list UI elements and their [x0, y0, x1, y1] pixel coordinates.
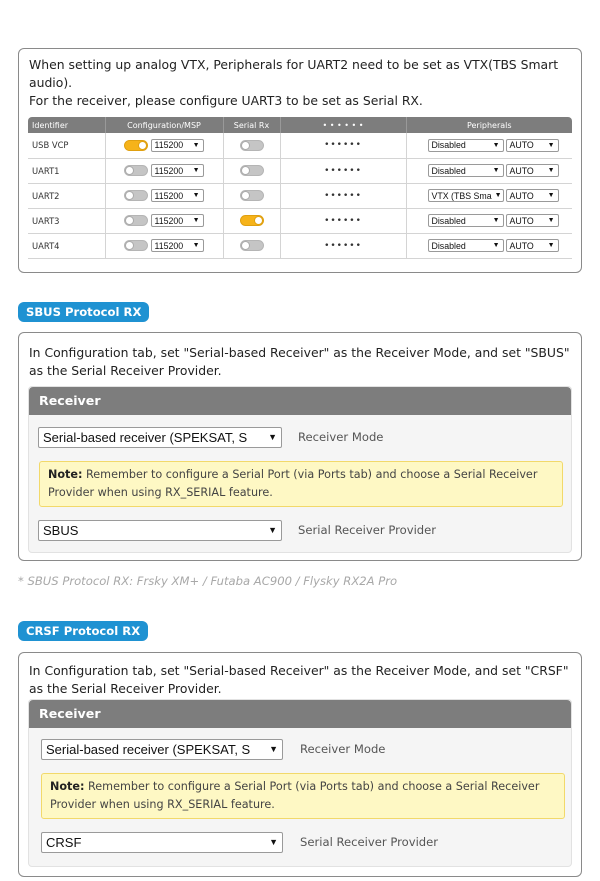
- sbus-receiver-mode-select[interactable]: [38, 427, 282, 448]
- baud-rate-select[interactable]: [151, 139, 204, 152]
- config-msp-cell: [105, 183, 223, 208]
- sbus-receiver-mode-label: Receiver Mode: [298, 430, 384, 444]
- baud-rate-select[interactable]: [151, 164, 204, 177]
- chevron-down-icon: ▼: [192, 192, 200, 199]
- peripheral-select[interactable]: [428, 214, 504, 227]
- config-msp-cell: [105, 133, 223, 158]
- peripheral-speed-select[interactable]: [506, 164, 559, 177]
- col-peripherals: Peripherals: [406, 117, 572, 133]
- table-row: [28, 183, 572, 208]
- crsf-provider-value: CRSF: [46, 835, 82, 850]
- serial-rx-toggle[interactable]: [240, 215, 264, 226]
- peripherals-cell: [406, 233, 572, 258]
- sbus-note-bold: Note:: [48, 468, 83, 481]
- serial-rx-toggle[interactable]: [240, 165, 264, 176]
- ports-intro-line2: For the receiver, please configure UART3 to be set as Serial RX.: [29, 93, 423, 108]
- table-row: [28, 133, 572, 158]
- chevron-down-icon: ▼: [267, 740, 278, 759]
- sbus-provider-value: SBUS: [43, 523, 79, 538]
- peripherals-cell: [406, 183, 572, 208]
- hidden-cell: ••••••: [280, 208, 406, 233]
- crsf-note-bold: Note:: [50, 780, 85, 793]
- peripheral-select[interactable]: [428, 164, 504, 177]
- msp-toggle[interactable]: [124, 190, 148, 201]
- peripheral-speed-value: AUTO: [509, 140, 534, 151]
- crsf-provider-select[interactable]: [41, 832, 283, 853]
- baud-rate-select[interactable]: [151, 189, 204, 202]
- toggle-knob: [241, 166, 250, 175]
- serial-rx-cell: [223, 183, 280, 208]
- col-serial-rx: Serial Rx: [223, 117, 280, 133]
- peripherals-cell: [406, 133, 572, 158]
- peripheral-value: Disabled: [431, 240, 466, 251]
- config-msp-cell: [105, 233, 223, 258]
- config-msp-cell: [105, 158, 223, 183]
- toggle-knob: [241, 241, 250, 250]
- peripheral-speed-value: AUTO: [509, 165, 534, 176]
- msp-toggle[interactable]: [124, 140, 148, 151]
- config-msp-cell: [105, 208, 223, 233]
- sbus-receiver-panel: [28, 386, 572, 553]
- peripheral-speed-select[interactable]: [506, 239, 559, 252]
- chevron-down-icon: ▼: [492, 242, 500, 249]
- crsf-panel-title: Receiver: [29, 700, 571, 728]
- sbus-panel-title: Receiver: [29, 387, 571, 415]
- baud-rate-select[interactable]: [151, 214, 204, 227]
- toggle-knob: [125, 191, 134, 200]
- chevron-down-icon: ▼: [547, 167, 555, 174]
- crsf-receiver-panel: [28, 699, 572, 867]
- ports-intro: [19, 56, 583, 110]
- sbus-card: [18, 332, 582, 561]
- msp-toggle[interactable]: [124, 240, 148, 251]
- baud-rate-value: 115200: [154, 190, 184, 201]
- chevron-down-icon: ▼: [494, 192, 502, 199]
- ports-intro-line1: When setting up analog VTX, Peripherals for UART2 need to be set as VTX(TBS Smart audio).: [29, 57, 559, 90]
- serial-rx-toggle[interactable]: [240, 190, 264, 201]
- port-identifier: UART3: [28, 208, 105, 233]
- peripheral-value: Disabled: [431, 215, 466, 226]
- sbus-provider-label: Serial Receiver Provider: [298, 523, 437, 537]
- msp-toggle[interactable]: [124, 165, 148, 176]
- sbus-badge: SBUS Protocol RX: [18, 302, 149, 322]
- sbus-caption: * SBUS Protocol RX: Frsky XM+ / Futaba AC900 / Flysky RX2A Pro: [18, 574, 398, 588]
- chevron-down-icon: ▼: [192, 217, 200, 224]
- chevron-down-icon: ▼: [192, 242, 200, 249]
- port-identifier: UART1: [28, 158, 105, 183]
- sbus-intro: In Configuration tab, set "Serial-based Receiver" as the Receiver Mode, and set "SBUS" as the Serial Receiver Provider.: [29, 345, 570, 378]
- table-row: [28, 233, 572, 258]
- crsf-receiver-mode-label: Receiver Mode: [300, 742, 386, 756]
- col-hidden: • • • • • •: [280, 117, 406, 133]
- peripheral-value: Disabled: [431, 140, 466, 151]
- chevron-down-icon: ▼: [547, 217, 555, 224]
- toggle-knob: [125, 241, 134, 250]
- baud-rate-value: 115200: [154, 140, 184, 151]
- ports-table: [28, 117, 572, 259]
- sbus-note-box: [39, 461, 563, 507]
- col-identifier: Identifier: [28, 117, 105, 133]
- toggle-knob: [241, 191, 250, 200]
- hidden-cell: ••••••: [280, 158, 406, 183]
- ports-card: [18, 48, 582, 273]
- chevron-down-icon: ▼: [192, 141, 200, 149]
- peripherals-cell: [406, 208, 572, 233]
- crsf-intro: In Configuration tab, set "Serial-based Receiver" as the Receiver Mode, and set "CRSF" as the Serial Receiver Provider.: [29, 663, 569, 696]
- peripheral-speed-value: AUTO: [509, 240, 534, 251]
- baud-rate-select[interactable]: [151, 239, 204, 252]
- serial-rx-toggle[interactable]: [240, 140, 264, 151]
- sbus-receiver-mode-value: Serial-based receiver (SPEKSAT, S: [43, 430, 248, 445]
- port-identifier: USB VCP: [28, 133, 105, 158]
- toggle-knob: [254, 216, 263, 225]
- hidden-cell: ••••••: [280, 183, 406, 208]
- crsf-card: [18, 652, 582, 877]
- toggle-knob: [125, 166, 134, 175]
- peripheral-select[interactable]: [428, 239, 504, 252]
- serial-rx-cell: [223, 158, 280, 183]
- serial-rx-cell: [223, 233, 280, 258]
- chevron-down-icon: ▼: [492, 141, 500, 149]
- chevron-down-icon: ▼: [547, 192, 555, 199]
- peripheral-speed-select[interactable]: [506, 189, 559, 202]
- crsf-receiver-mode-select[interactable]: [41, 739, 283, 760]
- port-identifier: UART4: [28, 233, 105, 258]
- chevron-down-icon: ▼: [266, 521, 277, 540]
- sbus-provider-select[interactable]: [38, 520, 282, 541]
- peripheral-speed-value: AUTO: [509, 215, 534, 226]
- peripheral-speed-select[interactable]: [506, 214, 559, 227]
- baud-rate-value: 115200: [154, 165, 184, 176]
- sbus-note-text: Remember to configure a Serial Port (via Ports tab) and choose a Serial Receiver Provider when using RX_SERIAL feature.: [48, 468, 538, 499]
- port-identifier: UART2: [28, 183, 105, 208]
- peripheral-value: Disabled: [431, 165, 466, 176]
- peripherals-cell: [406, 158, 572, 183]
- crsf-note-box: [41, 773, 565, 819]
- ports-table-body: [28, 133, 572, 258]
- peripheral-speed-value: AUTO: [509, 190, 534, 201]
- chevron-down-icon: ▼: [547, 242, 555, 249]
- chevron-down-icon: ▼: [192, 167, 200, 174]
- baud-rate-value: 115200: [154, 240, 184, 251]
- col-configuration-msp: Configuration/MSP: [105, 117, 223, 133]
- hidden-cell: ••••••: [280, 233, 406, 258]
- serial-rx-cell: [223, 133, 280, 158]
- baud-rate-value: 115200: [154, 215, 184, 226]
- chevron-down-icon: ▼: [266, 428, 277, 447]
- chevron-down-icon: ▼: [267, 833, 278, 852]
- serial-rx-cell: [223, 208, 280, 233]
- table-row: [28, 158, 572, 183]
- peripheral-value: VTX (TBS Sma: [431, 190, 492, 201]
- toggle-knob: [125, 216, 134, 225]
- ports-table-header: [28, 117, 572, 133]
- toggle-knob: [138, 141, 147, 150]
- peripheral-select[interactable]: [428, 189, 504, 202]
- crsf-receiver-mode-value: Serial-based receiver (SPEKSAT, S: [46, 742, 251, 757]
- table-row: [28, 208, 572, 233]
- crsf-badge: CRSF Protocol RX: [18, 621, 148, 641]
- toggle-knob: [241, 141, 250, 150]
- peripheral-speed-select[interactable]: [506, 139, 559, 152]
- peripheral-select[interactable]: [428, 139, 504, 152]
- chevron-down-icon: ▼: [492, 217, 500, 224]
- crsf-provider-label: Serial Receiver Provider: [300, 835, 439, 849]
- msp-toggle[interactable]: [124, 215, 148, 226]
- crsf-note-text: Remember to configure a Serial Port (via Ports tab) and choose a Serial Receiver Provider when using RX_SERIAL feature.: [50, 780, 540, 811]
- hidden-cell: ••••••: [280, 133, 406, 158]
- chevron-down-icon: ▼: [492, 167, 500, 174]
- chevron-down-icon: ▼: [547, 141, 555, 149]
- serial-rx-toggle[interactable]: [240, 240, 264, 251]
